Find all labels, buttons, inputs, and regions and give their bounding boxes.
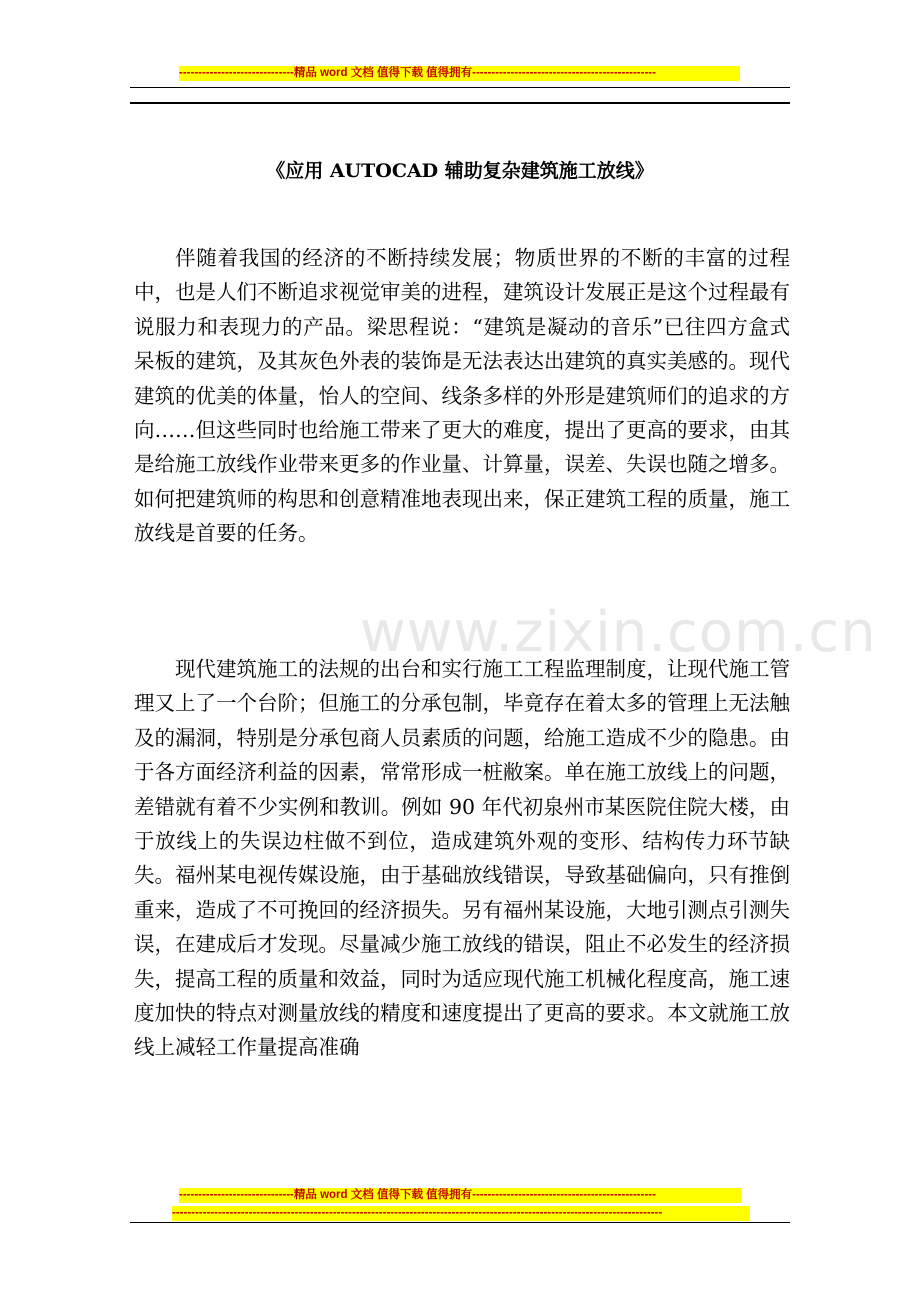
paragraph-2: 现代建筑施工的法规的出台和实行施工工程监理制度，让现代施工管理又上了一个台阶；但施工的分承包制，毕竟存在着太多的管理上无法触及的漏洞，特别是分承包商人员素质的问题，给施工造成不少的隐患。由于各方面经济利益的因素，常常形成一桩敝案。单在施工放线上的问题，差错就有着不少实例和教训。例如 90 年代初泉州市某医院住院大楼，由于放线上的失误边柱做不到位，造成建筑外观的变形、结构传力环节缺失。福州某电视传媒设施，由于基础放线错误，导致基础偏向，只有推倒重来，造成了不可挽回的经济损失。另有福州某设施，大地引测点引测失误，在建成后才发现。尽量减少施工放线的错误，阻止不必发生的经济损失，提高工程的质量和效益，同时为适应现代施工机械化程度高，施工速度加快的特点对测量放线的精度和速度提出了更高的要求。本文就施工放线上减轻工作量提高准确 <box>134 657 790 1060</box>
document-title: 《应用 AUTOCAD 辅助复杂建筑施工放线》 <box>266 160 654 182</box>
watermark: www.zixin.com.cn <box>360 600 877 665</box>
footer-banner: ------------------------------精品 word 文档 值得下载 值得拥有------------------------------------------------ <box>179 1188 741 1203</box>
header-rule-thick <box>130 102 790 104</box>
footer-rule <box>130 1222 790 1223</box>
header-rule-thin <box>130 87 790 88</box>
footer-banner-line2: -------------------------------------------------------------------------------------------------------------------------------- <box>172 1206 750 1221</box>
header-banner: ------------------------------精品 word 文档 值得下载 值得拥有------------------------------------------------ <box>179 66 740 81</box>
paragraph-1: 伴随着我国的经济的不断持续发展；物质世界的不断的丰富的过程中，也是人们不断追求视觉审美的进程，建筑设计发展正是这个过程最有说服力和表现力的产品。梁思程说：“建筑是凝动的音乐”已往四方盒式呆板的建筑，及其灰色外表的装饰是无法表达出建筑的真实美感的。现代建筑的优美的体量，怡人的空间、线条多样的外形是建筑师们的追求的方向……但这些同时也给施工带来了更大的难度，提出了更高的要求，由其是给施工放线作业带来更多的作业量、计算量，误差、失误也随之增多。如何把建筑师的构思和创意精准地表现出来，保正建筑工程的质量，施工放线是首要的任务。 <box>134 246 790 546</box>
